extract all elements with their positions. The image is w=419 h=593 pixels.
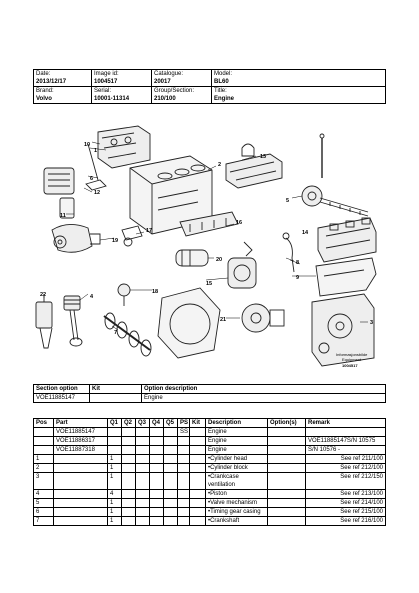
pos-cell: 7 [34,517,54,526]
ps-cell [178,446,190,455]
q3-cell [136,490,150,499]
kit-cell [190,517,206,526]
q3-cell [136,455,150,464]
section-option-header: Section option [34,385,90,394]
q3-cell [136,517,150,526]
remark-cell: VOE11885147S/N 10575 [306,437,386,446]
table-row [34,428,386,437]
q5-cell [164,455,178,464]
pos-header: Pos [34,419,54,428]
date-value: 2013/12/17 [36,79,67,85]
callout-10: 10 [84,142,91,148]
kit-cell [190,446,206,455]
ps-cell [178,437,190,446]
brand-value: Volvo [36,96,52,102]
part-cell [54,473,108,490]
ps-cell [178,499,190,508]
q4-cell [150,490,164,499]
options-cell [268,490,306,499]
callout-13: 13 [260,154,267,160]
piston-part [64,296,82,346]
q1-header: Q1 [108,419,122,428]
q2-cell [122,508,136,517]
group-section-label: Group/Section: [154,88,195,94]
options-cell [268,455,306,464]
q5-cell [164,437,178,446]
q2-cell [122,499,136,508]
q5-cell [164,517,178,526]
q4-cell [150,473,164,490]
image-id-label: Image id: [94,71,119,77]
q5-header: Q5 [164,419,178,428]
starter-motor-part [176,250,208,266]
cylinder-head-part [98,126,150,168]
ps-cell [178,464,190,473]
q1-cell: 1 [108,455,122,464]
q2-cell [122,464,136,473]
q1-cell: 1 [108,473,122,490]
q1-cell: 1 [108,508,122,517]
q5-cell [164,446,178,455]
exhaust-manifold-part [318,218,376,262]
option-description-header: Option description [142,385,386,394]
header-table [33,69,386,104]
q3-cell [136,464,150,473]
part-header: Part [54,419,108,428]
q2-cell [122,437,136,446]
model-label: Model: [214,71,233,77]
options-cell [268,499,306,508]
table-row [34,517,386,526]
q3-cell [136,499,150,508]
callout-1: 1 [94,148,98,154]
options-cell [268,517,306,526]
serial-label: Serial: [94,88,112,94]
callout-11: 11 [60,213,66,219]
catalogue-label: Catalogue: [154,71,184,77]
callout-5: 5 [286,198,290,204]
options-cell [268,437,306,446]
q2-cell [122,455,136,464]
part-cell: VOE11887318 [54,446,108,455]
option-cell [90,394,142,403]
remark-cell: See ref 215/100 [306,508,386,517]
callout-19: 19 [112,238,119,244]
remark-cell: See ref 213/100 [306,490,386,499]
alternator-part [228,242,256,288]
date-label: Date: [36,71,51,77]
callout-12: 12 [94,190,101,196]
image-id-cell [92,70,152,87]
model-cell [212,70,386,87]
pos-cell: 2 [34,464,54,473]
caption-id: 1004517 [342,363,358,368]
pos-cell: 4 [34,490,54,499]
q2-cell [122,517,136,526]
kit-cell [190,490,206,499]
options-header: Option(s) [268,419,306,428]
catalogue-value: 20017 [154,79,171,85]
serial-value: 10001-11314 [94,96,130,102]
parts-table [33,418,386,526]
callout-16: 16 [236,220,243,226]
option-header-row [34,385,386,394]
header-row-1 [34,70,386,87]
pos-cell: 5 [34,499,54,508]
serial-cell [92,87,152,104]
description-cell: •Cylinder block [206,464,268,473]
oil-filter-part [44,168,74,218]
q4-cell [150,499,164,508]
remark-cell [306,428,386,437]
brand-cell [34,87,92,104]
parts-illustration [30,118,390,374]
q1-cell: 1 [108,517,122,526]
callout-22: 22 [40,292,47,298]
callout-6: 6 [90,176,94,182]
q4-cell [150,517,164,526]
crankshaft-part [104,313,151,356]
q2-cell [122,473,136,490]
parts-header-row [34,419,386,428]
description-cell: •Valve mechanism [206,499,268,508]
q2-cell [122,428,136,437]
q4-cell [150,508,164,517]
table-row [34,473,386,490]
q3-cell [136,508,150,517]
q3-cell [136,446,150,455]
part-cell: VOE11885147 [54,428,108,437]
title-cell [212,87,386,104]
callout-7: 7 [114,330,118,336]
q1-cell [108,446,122,455]
q4-cell [150,437,164,446]
title-label: Title: [214,88,227,94]
callout-14: 14 [302,230,309,236]
group-section-cell [152,87,212,104]
options-cell [268,464,306,473]
q2-cell [122,446,136,455]
description-cell: •Crankshaft [206,517,268,526]
ps-cell [178,490,190,499]
q5-cell [164,499,178,508]
pos-cell: 6 [34,508,54,517]
q2-header: Q2 [122,419,136,428]
q2-cell [122,490,136,499]
q1-cell: 1 [108,464,122,473]
q4-cell [150,464,164,473]
part-cell [54,490,108,499]
image-id-value: 1004517 [94,79,118,85]
callout-2: 2 [218,162,222,168]
table-row [34,446,386,455]
kit-cell [190,473,206,490]
fuel-filter-part [36,294,52,348]
callout-4: 4 [90,294,94,300]
ps-header: PS [178,419,190,428]
water-pump-part [52,224,100,252]
callout-8: 8 [296,260,300,266]
kit-header: Kit [190,419,206,428]
ps-cell [178,508,190,517]
q4-cell [150,455,164,464]
description-cell: •Timing gear casing [206,508,268,517]
q5-cell [164,490,178,499]
q3-cell [136,437,150,446]
q3-cell [136,473,150,490]
description-cell: •Cylinder head [206,455,268,464]
q5-cell [164,428,178,437]
description-cell: Engine [206,428,268,437]
oil-sump-part [316,258,376,296]
callout-21: 21 [220,317,227,323]
options-cell [268,446,306,455]
ps-cell [178,455,190,464]
description-header: Description [206,419,268,428]
remark-cell: See ref 214/100 [306,499,386,508]
option-row [34,394,386,403]
ps-cell [178,517,190,526]
kit-cell [190,499,206,508]
part-cell [54,508,108,517]
table-row [34,490,386,499]
bracket-part [86,180,106,190]
q5-cell [164,508,178,517]
part-cell [54,464,108,473]
q4-cell [150,446,164,455]
pos-cell: 3 [34,473,54,490]
description-cell: •Piston [206,490,268,499]
q1-cell [108,428,122,437]
table-row [34,499,386,508]
remark-cell: See ref 212/100 [306,464,386,473]
callout-3: 3 [370,320,374,326]
pos-cell [34,446,54,455]
description-cell: Engine [206,437,268,446]
camshaft-part [302,134,368,216]
option-cell: Engine [142,394,386,403]
part-cell [54,455,108,464]
group-section-value: 210/100 [154,96,176,102]
options-cell [268,508,306,517]
table-row [34,455,386,464]
part-cell [54,517,108,526]
kit-cell [190,428,206,437]
date-cell [34,70,92,87]
remark-cell: See ref 212/150 [306,473,386,490]
remark-header: Remark [306,419,386,428]
q4-header: Q4 [150,419,164,428]
kit-cell [190,508,206,517]
flywheel-housing-part [158,288,220,358]
remark-cell: See ref 216/100 [306,517,386,526]
catalogue-cell [152,70,212,87]
options-cell [268,428,306,437]
sensor-part [118,284,130,306]
pos-cell [34,437,54,446]
hydraulic-pump-part [242,304,284,332]
title-value: Engine [214,96,235,102]
option-cell: VOE11885147 [34,394,90,403]
description-cell: •Crankcase ventilation [206,473,268,490]
q1-cell [108,437,122,446]
pos-cell: 1 [34,455,54,464]
table-row [34,464,386,473]
q3-cell [136,428,150,437]
options-cell [268,473,306,490]
callout-18: 18 [152,289,159,295]
ps-cell [178,473,190,490]
model-value: BL60 [214,79,229,85]
valve-cover-part [226,144,282,188]
callout-17: 17 [146,228,153,234]
q4-cell [150,428,164,437]
ps-cell: SS [178,428,190,437]
remark-cell: See ref 211/100 [306,455,386,464]
q3-header: Q3 [136,419,150,428]
thermostat-part [122,226,142,246]
table-row [34,437,386,446]
remark-cell: S/N 10576 - [306,446,386,455]
kit-cell [190,437,206,446]
part-cell [54,499,108,508]
table-row [34,508,386,517]
kit-cell [190,464,206,473]
oil-pipe-part [286,238,294,272]
callout-20: 20 [216,257,223,263]
pos-cell [34,428,54,437]
brand-label: Brand: [36,88,54,94]
callout-15: 15 [206,281,213,287]
q5-cell [164,473,178,490]
kit-header: Kit [90,385,142,394]
caption-line-2: Equipment [342,357,362,362]
header-row-2 [34,87,386,104]
q5-cell [164,464,178,473]
part-cell: VOE11886317 [54,437,108,446]
description-cell: Engine [206,446,268,455]
q1-cell: 1 [108,499,122,508]
kit-cell [190,455,206,464]
caption-line-1: Informasjonsbilde [336,352,368,357]
option-table [33,384,386,403]
q1-cell: 4 [108,490,122,499]
callout-9: 9 [296,275,300,281]
